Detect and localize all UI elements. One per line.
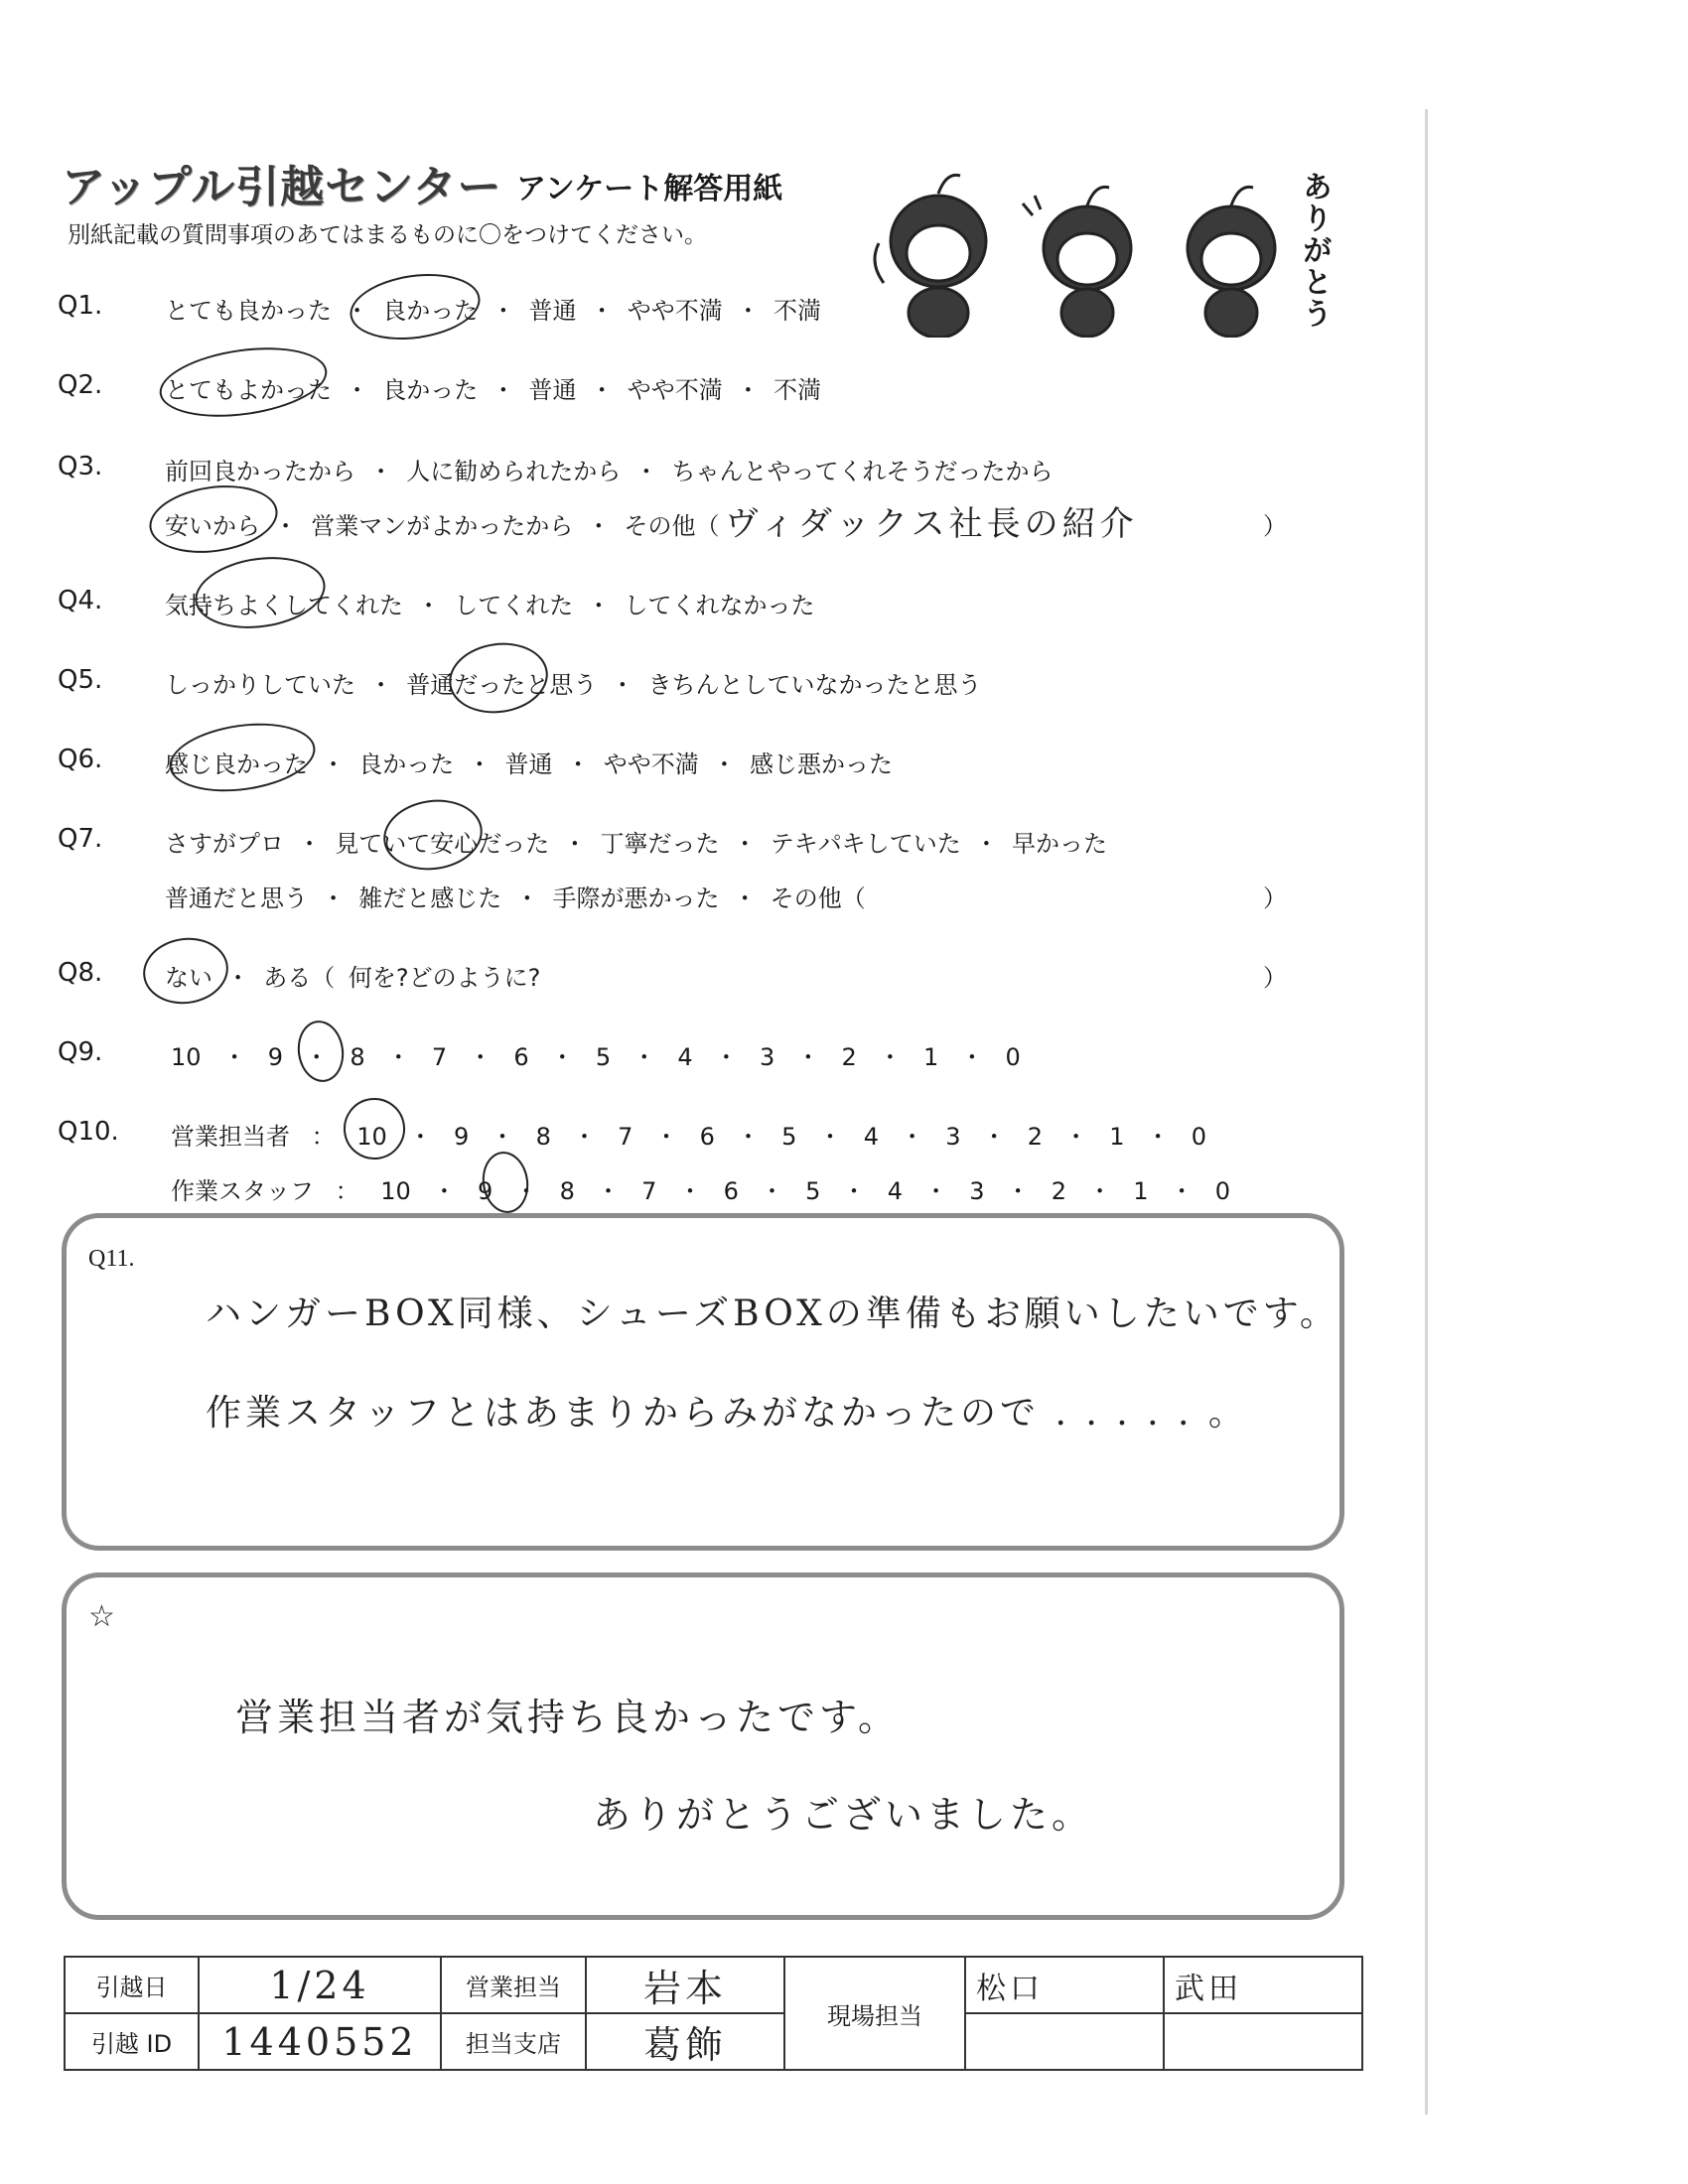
question-options: とてもよかった ・ 良かった ・ 普通 ・ やや不満 ・ 不満 [165, 376, 822, 404]
site-staff-1-value: 松口 [965, 1957, 1164, 2013]
q11-label: Q11. [88, 1246, 135, 1272]
move-date-value: 1/24 [199, 1957, 441, 2013]
question-options: 気持ちよくしてくれた ・ してくれた ・ してくれなかった [165, 592, 815, 619]
comment-handwritten-line: ありがとうございました。 [593, 1793, 1094, 1837]
selected-circle-mark [445, 636, 553, 719]
question-number: Q8. [58, 958, 103, 988]
selected-circle-mark [165, 715, 320, 800]
question-options: 前回良かったから ・ 人に勧められたから ・ ちゃんとやってくれそうだったから [165, 458, 1054, 485]
page-edge-line [1425, 109, 1428, 2115]
question-number: Q4. [58, 586, 103, 615]
rating-scale: 10 ・ 9 ・ 8 ・ 7 ・ 6 ・ 5 ・ 4 ・ 3 ・ 2 ・ 1 ・ 0 [171, 1043, 1021, 1071]
question-number: Q6. [58, 745, 103, 774]
close-paren: ） [1263, 964, 1287, 992]
question-number: Q9. [58, 1037, 103, 1067]
mascot-monkey-icon [1188, 187, 1275, 337]
star-icon: ☆ [88, 1600, 115, 1633]
company-title: アップル引越センター [62, 162, 502, 212]
close-paren: ） [1263, 885, 1287, 912]
q11-answer-box [62, 1213, 1344, 1551]
handwritten-other-answer: ヴィダックス社長の紹介 [725, 504, 1138, 544]
selected-circle-mark [155, 338, 332, 426]
mascot-monkey-icon [1023, 187, 1131, 337]
move-id-value: 1440552 [199, 2013, 441, 2070]
selected-circle-mark [346, 266, 485, 347]
question-number: Q7. [58, 824, 103, 854]
question-options: 感じ良かった ・ 良かった ・ 普通 ・ やや不満 ・ 感じ悪かった [165, 751, 894, 778]
move-date-label: 引越日 [65, 1957, 199, 2013]
comment-box [62, 1572, 1344, 1920]
selected-circle-mark [191, 549, 330, 636]
branch-name-value: 葛飾 [586, 2013, 784, 2070]
site-staff-label: 現場担当 [784, 1957, 965, 2070]
selected-circle-mark [340, 1094, 409, 1163]
close-paren: ） [1263, 512, 1287, 540]
branch-label: 担当支店 [441, 2013, 586, 2070]
selected-circle-mark [294, 1018, 348, 1085]
instruction-text: 別紙記載の質問事項のあてはまるものに〇をつけてください。 [68, 222, 707, 248]
mascot-monkey-icon [875, 175, 986, 338]
site-staff-empty-cell [965, 2013, 1164, 2070]
mascot-illustration [864, 164, 1331, 338]
comment-handwritten-line: 営業担当者が気持ち良かったです。 [235, 1696, 900, 1739]
rating-scale-staff: 作業スタッフ ： 10 ・ 9 ・ 8 ・ 7 ・ 6 ・ 5 ・ 4 ・ 3 ・ 2 ・ 1 ・ 0 [171, 1177, 1231, 1205]
selected-circle-mark [139, 932, 232, 1009]
rating-scale-sales: 営業担当者 ： 10 ・ 9 ・ 8 ・ 7 ・ 6 ・ 5 ・ 4 ・ 3 ・ 2 ・ 1 ・ 0 [171, 1123, 1207, 1151]
form-title: アンケート解答用紙 [516, 172, 783, 206]
selected-circle-mark [379, 793, 488, 876]
move-id-label: 引越 ID [65, 2013, 199, 2070]
sales-label: 営業担当 [441, 1957, 586, 2013]
question-options: さすがプロ ・ 見ていて安心だった ・ 丁寧だった ・ テキパキしていた ・ 早かった [165, 830, 1108, 858]
thanks-text: ありがとう [1297, 171, 1332, 330]
question-options: ない ・ ある（ 何を?どのように? [165, 964, 541, 992]
question-options: 安いから ・ 営業マンがよかったから ・ その他（ [165, 512, 720, 540]
sales-name-value: 岩本 [586, 1957, 784, 2013]
q11-handwritten-line: 作業スタッフとはあまりからみがなかったので . . . . . 。 [206, 1393, 1248, 1433]
question-number: Q5. [58, 665, 103, 695]
site-staff-2-value: 武田 [1164, 1957, 1362, 2013]
question-options: とても良かった ・ 良かった ・ 普通 ・ やや不満 ・ 不満 [165, 297, 822, 325]
question-number: Q1. [58, 291, 103, 321]
question-number: Q2. [58, 370, 103, 400]
site-staff-empty-cell [1164, 2013, 1362, 2070]
footer-info-table [64, 1956, 1363, 2071]
question-options: 普通だと思う ・ 雑だと感じた ・ 手際が悪かった ・ その他（ [165, 885, 866, 912]
selected-circle-mark [145, 478, 282, 560]
question-number: Q3. [58, 452, 103, 481]
question-number: Q10. [58, 1117, 119, 1147]
question-options: しっかりしていた ・ 普通だったと思う ・ きちんとしていなかったと思う [165, 671, 982, 699]
q11-handwritten-line: ハンガーBOX同様、シューズBOXの準備もお願いしたいです。 [206, 1294, 1339, 1334]
